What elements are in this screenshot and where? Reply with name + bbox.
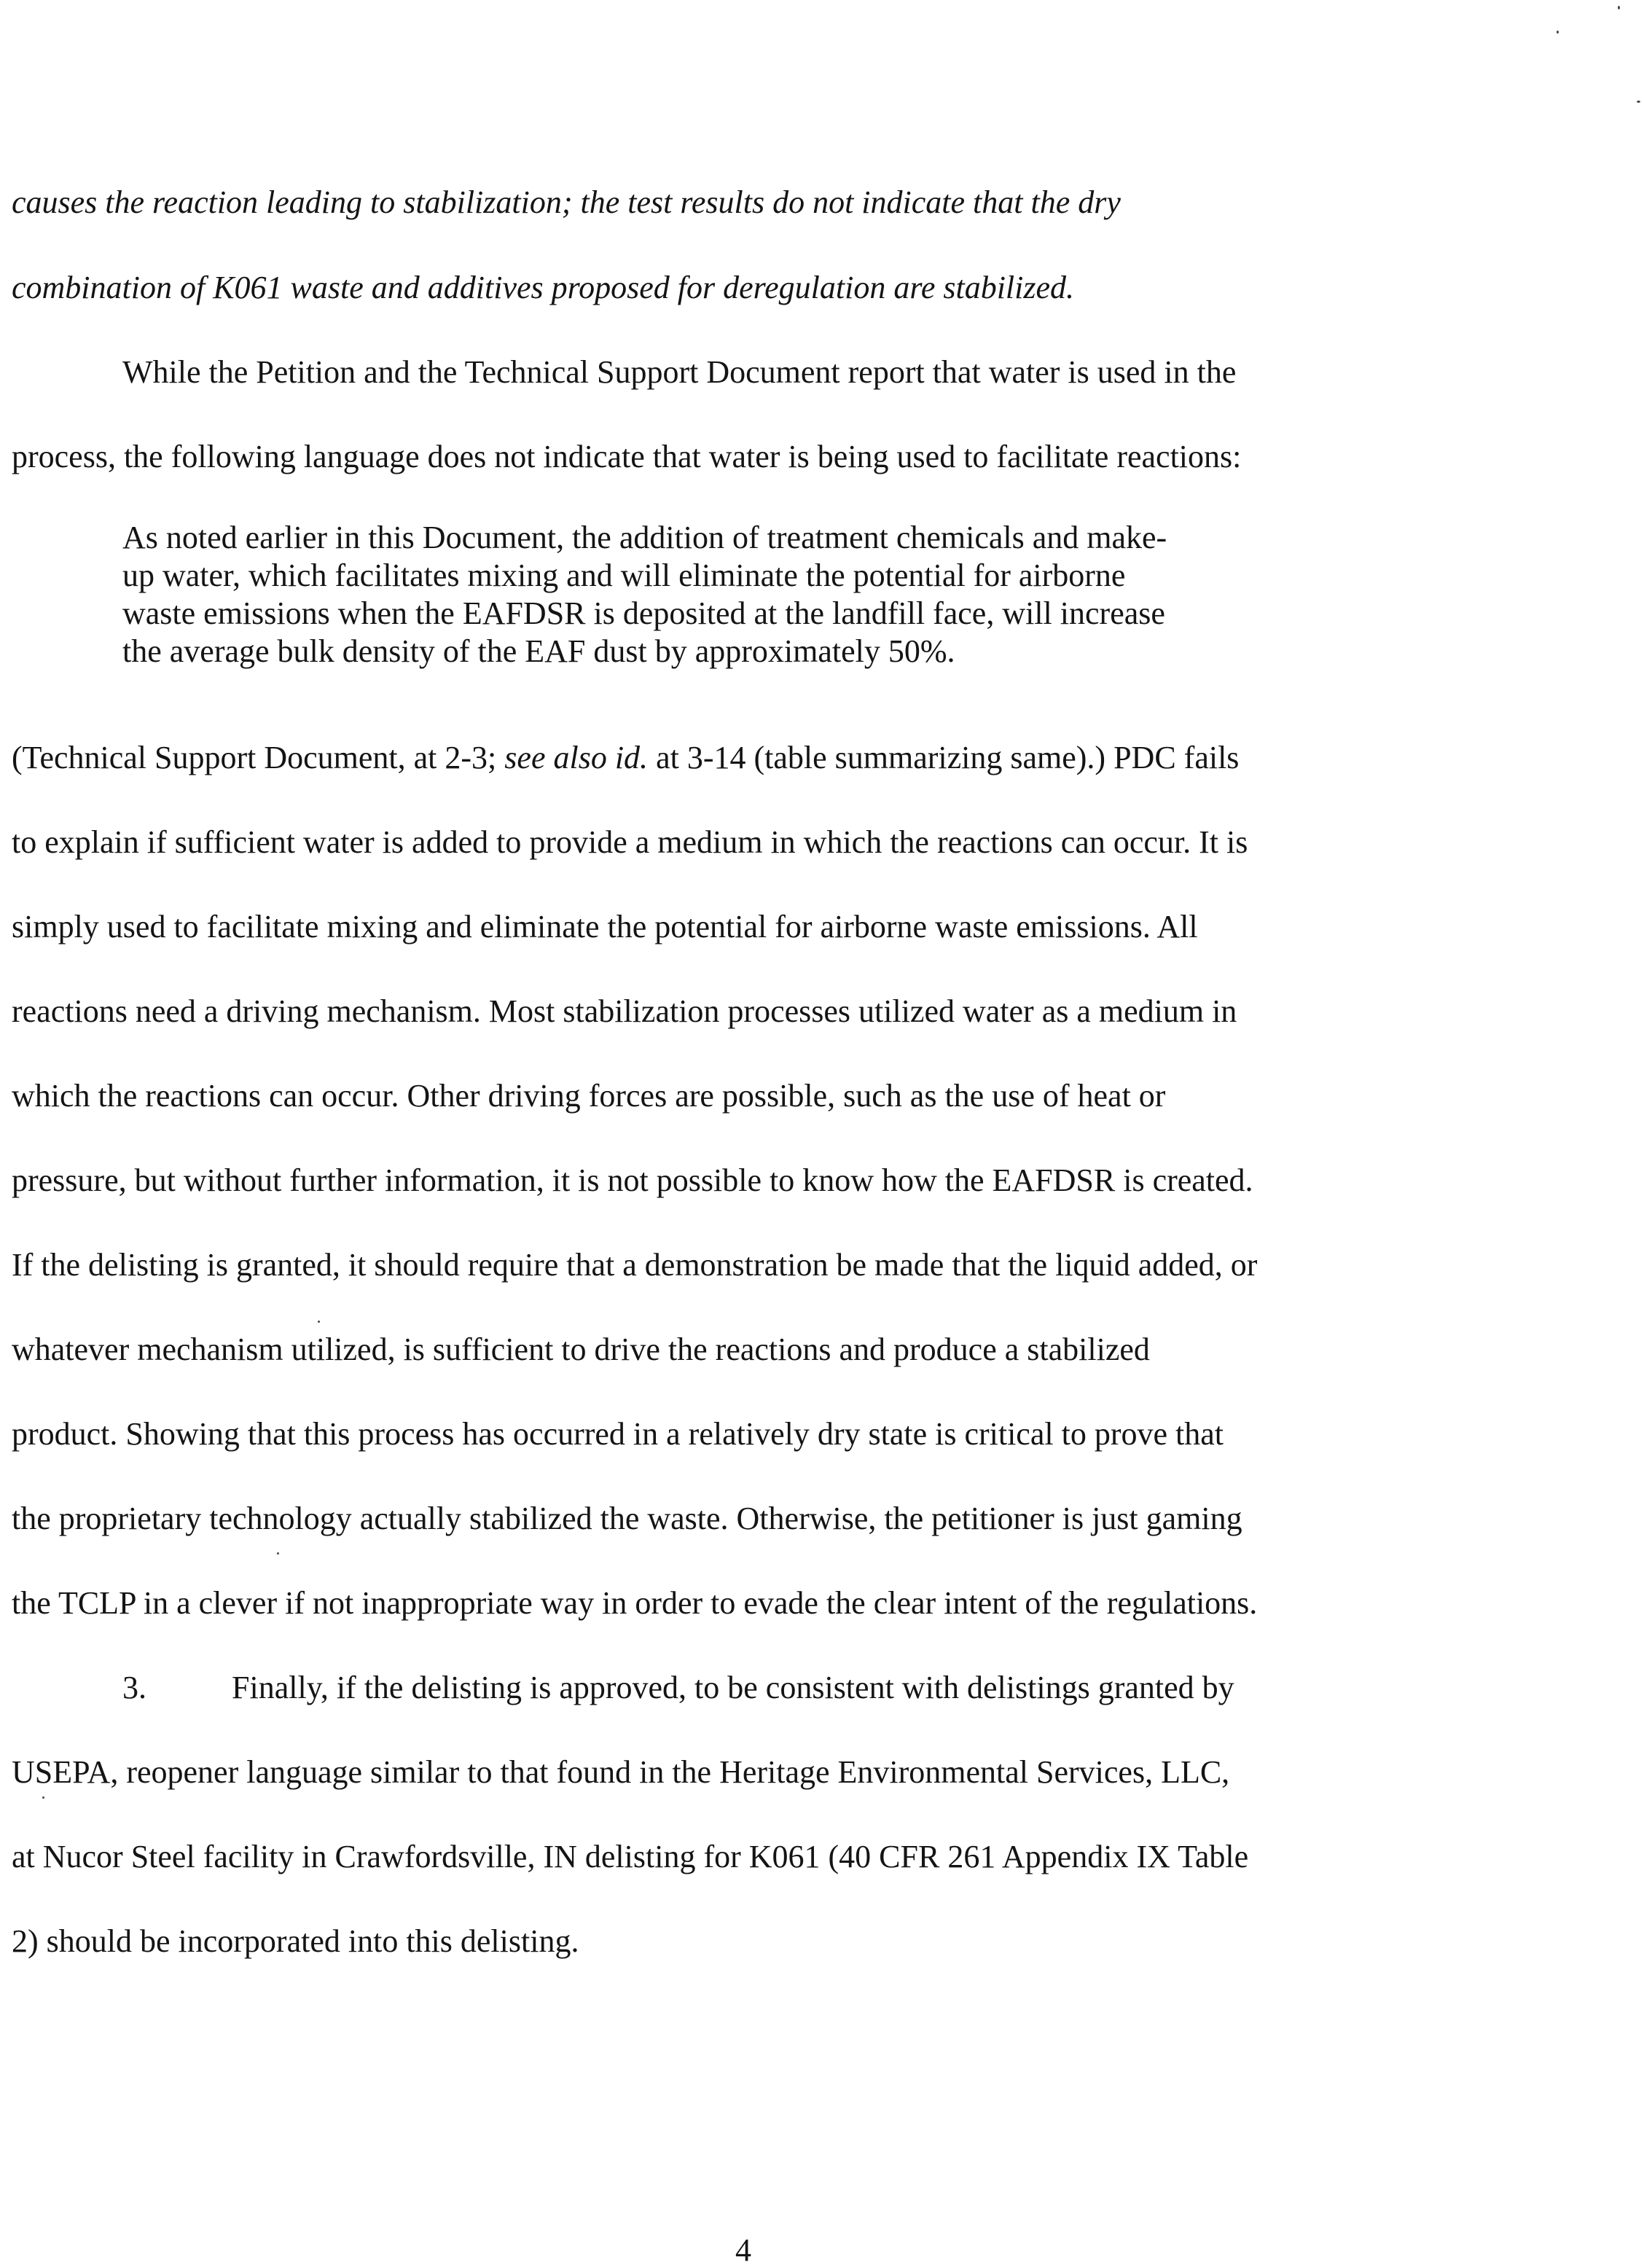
citation-before: (Technical Support Document, at 2-3; [12, 740, 505, 775]
paragraph-1-line-2: combination of K061 waste and additives proposed for deregulation are stabilized. [12, 270, 1075, 305]
paragraph-3-line-7: whatever mechanism utilized, is sufficient to drive the reactions and produce a stabilized [12, 1332, 1150, 1367]
scan-speck [318, 1321, 320, 1323]
block-quote-line-2: up water, which facilitates mixing and will eliminate the potential for airborne [122, 558, 1126, 593]
scan-speck [1637, 101, 1640, 103]
paragraph-3-line-9: the proprietary technology actually stabilized the waste. Otherwise, the petitioner is just gaming [12, 1501, 1242, 1536]
block-quote-line-1: As noted earlier in this Document, the addition of treatment chemicals and make- [122, 520, 1167, 555]
paragraph-4-line-2: USEPA, reopener language similar to that found in the Heritage Environmental Services, LLC, [12, 1754, 1230, 1790]
citation-line [12, 739, 1239, 777]
paragraph-4-line-4: 2) should be incorporated into this delisting. [12, 1923, 579, 1959]
scan-speck [1557, 31, 1559, 34]
paragraph-4-line-1: Finally, if the delisting is approved, to be consistent with delistings granted by [232, 1670, 1234, 1705]
paragraph-3-line-6: If the delisting is granted, it should require that a demonstration be made that the liquid added, or [12, 1247, 1258, 1283]
paragraph-3-line-1: to explain if sufficient water is added to provide a medium in which the reactions can occur. It is [12, 824, 1248, 860]
block-quote-line-4: the average bulk density of the EAF dust by approximately 50%. [122, 633, 955, 669]
block-quote [122, 519, 1347, 670]
scan-speck [1618, 6, 1620, 9]
paragraph-2-line-1: While the Petition and the Technical Support Document report that water is used in the [122, 354, 1237, 390]
citation-signal: see also id. [504, 740, 649, 775]
paragraph-3-line-2: simply used to facilitate mixing and eliminate the potential for airborne waste emissions. All [12, 909, 1198, 945]
paragraph-3-line-10: the TCLP in a clever if not inappropriate way in order to evade the clear intent of the regulations. [12, 1585, 1258, 1621]
scan-speck [42, 1796, 44, 1799]
paragraph-4-line-3: at Nucor Steel facility in Crawfordsville, IN delisting for K061 (40 CFR 261 Appendix IX Table [12, 1839, 1249, 1874]
scan-speck [277, 1552, 279, 1555]
paragraph-3-line-4: which the reactions can occur. Other driving forces are possible, such as the use of heat or [12, 1078, 1166, 1114]
paragraph-2-line-2: process, the following language does not indicate that water is being used to facilitate reactions: [12, 439, 1242, 474]
block-quote-line-3: waste emissions when the EAFDSR is deposited at the landfill face, will increase [122, 595, 1165, 631]
paragraph-3-line-5: pressure, but without further information, it is not possible to know how the EAFDSR is created. [12, 1162, 1253, 1198]
citation-after: at 3-14 (table summarizing same).) PDC fails [648, 740, 1240, 775]
paragraph-4-number: 3. [122, 1670, 146, 1705]
paragraph-3-line-3: reactions need a driving mechanism. Most stabilization processes utilized water as a medium in [12, 993, 1237, 1029]
paragraph-1-line-1: causes the reaction leading to stabilization; the test results do not indicate that the dry [12, 184, 1121, 220]
paragraph-3-line-8: product. Showing that this process has occurred in a relatively dry state is critical to prove that [12, 1416, 1224, 1452]
page-number: 4 [735, 2232, 751, 2268]
